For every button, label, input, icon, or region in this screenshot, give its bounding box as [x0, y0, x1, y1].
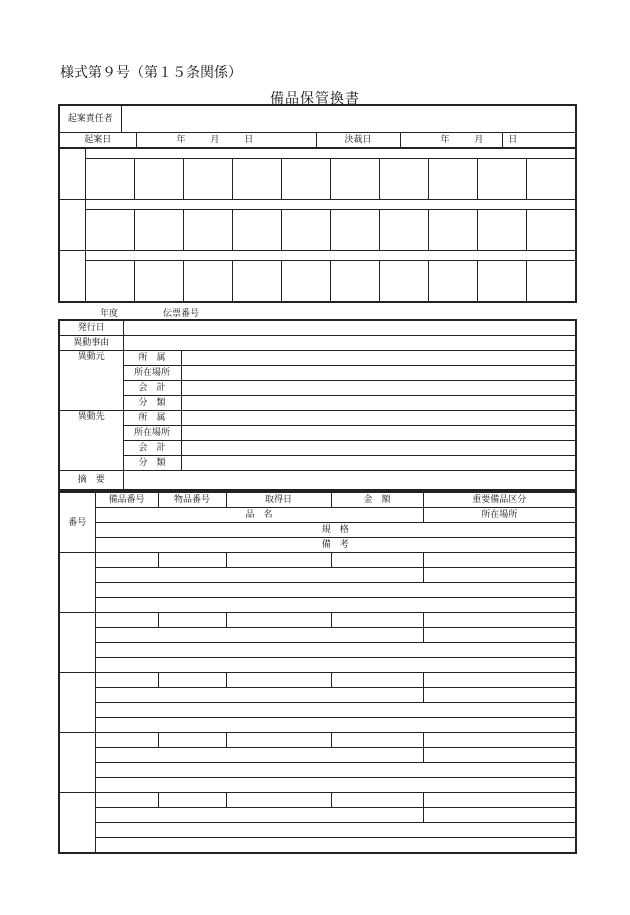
item-important-class-cell[interactable] — [423, 733, 576, 748]
item-spec-cell[interactable] — [95, 583, 576, 598]
item-name-cell[interactable] — [95, 748, 423, 763]
stamp-cell[interactable] — [232, 210, 281, 251]
col-header-amount: 金 額 — [331, 492, 423, 508]
responsible-field[interactable] — [121, 105, 576, 133]
dest-location-field[interactable] — [181, 426, 576, 441]
stamp-cell[interactable] — [183, 261, 232, 303]
voucher-number-label: 伝票番号 — [163, 309, 200, 319]
item-remarks-cell[interactable] — [95, 838, 576, 854]
stamp-title-row-1[interactable] — [85, 148, 576, 159]
stamp-cell[interactable] — [428, 210, 477, 251]
stamp-cell[interactable] — [330, 159, 379, 200]
item-asset-no-cell[interactable] — [95, 673, 158, 688]
item-item-no-cell[interactable] — [158, 673, 226, 688]
stamp-cell[interactable] — [477, 159, 526, 200]
item-item-no-cell[interactable] — [158, 613, 226, 628]
stamp-cell[interactable] — [428, 159, 477, 200]
item-amount-cell[interactable] — [331, 613, 423, 628]
spec-header: 規 格 — [95, 523, 576, 538]
draft-date-label: 起案日 — [59, 133, 136, 149]
item-number-cell[interactable] — [59, 553, 95, 613]
origin-location-field[interactable] — [181, 366, 576, 381]
item-amount-cell[interactable] — [331, 793, 423, 808]
item-acquired-cell[interactable] — [226, 673, 331, 688]
origin-account-field[interactable] — [181, 381, 576, 396]
stamp-group-label-2 — [59, 200, 85, 251]
item-remarks-cell[interactable] — [95, 718, 576, 733]
document-title: 備品保管換書 — [270, 91, 360, 107]
origin-location-label: 所在場所 — [123, 366, 181, 381]
origin-category-field[interactable] — [181, 396, 576, 411]
stamp-cell[interactable] — [134, 261, 183, 303]
item-location-cell[interactable] — [423, 568, 576, 583]
stamp-cell[interactable] — [379, 261, 428, 303]
stamp-cell[interactable] — [281, 159, 330, 200]
item-number-cell[interactable] — [59, 793, 95, 854]
stamp-cell[interactable] — [134, 159, 183, 200]
stamp-cell[interactable] — [183, 210, 232, 251]
col-header-asset-no: 備品番号 — [95, 492, 158, 508]
stamp-title-row-3[interactable] — [85, 251, 576, 261]
item-number-cell[interactable] — [59, 613, 95, 673]
stamp-cell[interactable] — [526, 159, 576, 200]
form-number: 様式第９号（第１５条関係） — [60, 65, 242, 81]
item-remarks-cell[interactable] — [95, 598, 576, 613]
origin-account-label: 会 計 — [123, 381, 181, 396]
issue-date-label: 発行日 — [59, 320, 123, 336]
decision-month-unit: 月 — [474, 135, 484, 145]
decision-date-label: 決裁日 — [316, 133, 400, 149]
remarks-header: 備 考 — [95, 538, 576, 553]
fiscal-year-label: 年度 — [100, 309, 119, 319]
item-number-cell[interactable] — [59, 733, 95, 793]
summary-label: 摘 要 — [59, 471, 123, 491]
item-acquired-cell[interactable] — [226, 733, 331, 748]
voucher-table — [58, 319, 577, 491]
item-location-cell[interactable] — [423, 628, 576, 643]
item-asset-no-cell[interactable] — [95, 733, 158, 748]
item-location-cell[interactable] — [423, 748, 576, 763]
item-spec-cell[interactable] — [95, 703, 576, 718]
item-item-no-cell[interactable] — [158, 553, 226, 568]
reason-field[interactable] — [123, 336, 576, 351]
item-acquired-cell[interactable] — [226, 613, 331, 628]
stamp-cell[interactable] — [330, 261, 379, 303]
stamp-cell[interactable] — [85, 261, 134, 303]
dest-affiliation-label: 所 属 — [123, 411, 181, 426]
item-location-cell[interactable] — [423, 688, 576, 703]
item-name-cell[interactable] — [95, 568, 423, 583]
approval-table — [58, 104, 577, 149]
dest-category-label: 分 類 — [123, 456, 181, 471]
item-amount-cell[interactable] — [331, 733, 423, 748]
dest-account-field[interactable] — [181, 441, 576, 456]
item-number-cell[interactable] — [59, 673, 95, 733]
item-asset-no-cell[interactable] — [95, 793, 158, 808]
draft-day-unit: 日 — [244, 135, 254, 145]
stamp-cell[interactable] — [477, 261, 526, 303]
decision-day-unit: 日 — [508, 135, 518, 145]
stamp-cell[interactable] — [526, 261, 576, 303]
number-header: 番号 — [59, 492, 95, 553]
stamp-group-label-1 — [59, 148, 85, 200]
origin-label: 異動元 — [59, 351, 123, 411]
decision-year-unit: 年 — [440, 135, 450, 145]
origin-affiliation-label: 所 属 — [123, 351, 181, 366]
dest-label: 異動先 — [59, 411, 123, 471]
reason-label: 異動事由 — [59, 336, 123, 351]
stamp-cell[interactable] — [134, 210, 183, 251]
item-asset-no-cell[interactable] — [95, 613, 158, 628]
decision-date-field[interactable] — [400, 133, 518, 149]
item-acquired-cell[interactable] — [226, 793, 331, 808]
dest-location-label: 所在場所 — [123, 426, 181, 441]
item-important-class-cell[interactable] — [423, 673, 576, 688]
stamp-grid — [58, 147, 577, 303]
stamp-cell[interactable] — [526, 210, 576, 251]
stamp-cell[interactable] — [330, 210, 379, 251]
draft-month-unit: 月 — [210, 135, 220, 145]
name-header: 品 名 — [95, 508, 423, 523]
stamp-cell[interactable] — [85, 210, 134, 251]
stamp-cell[interactable] — [379, 210, 428, 251]
item-important-class-cell[interactable] — [423, 553, 576, 568]
origin-affiliation-field[interactable] — [181, 351, 576, 366]
item-amount-cell[interactable] — [331, 673, 423, 688]
stamp-cell[interactable] — [477, 210, 526, 251]
item-amount-cell[interactable] — [331, 553, 423, 568]
item-spec-cell[interactable] — [95, 643, 576, 658]
stamp-cell[interactable] — [183, 159, 232, 200]
stamp-title-row-2[interactable] — [85, 200, 576, 210]
item-item-no-cell[interactable] — [158, 733, 226, 748]
stamp-cell[interactable] — [281, 261, 330, 303]
dest-account-label: 会 計 — [123, 441, 181, 456]
item-spec-cell[interactable] — [95, 763, 576, 778]
stamp-cell[interactable] — [232, 159, 281, 200]
stamp-cell[interactable] — [379, 159, 428, 200]
item-name-cell[interactable] — [95, 688, 423, 703]
dest-affiliation-field[interactable] — [181, 411, 576, 426]
item-name-cell[interactable] — [95, 628, 423, 643]
col-header-item-no: 物品番号 — [158, 492, 226, 508]
item-name-cell[interactable] — [95, 808, 423, 823]
dest-category-field[interactable] — [181, 456, 576, 471]
item-important-class-cell[interactable] — [423, 613, 576, 628]
items-table — [58, 491, 577, 854]
item-asset-no-cell[interactable] — [95, 553, 158, 568]
location-header: 所在場所 — [423, 508, 576, 523]
origin-category-label: 分 類 — [123, 396, 181, 411]
col-header-acquired: 取得日 — [226, 492, 331, 508]
item-item-no-cell[interactable] — [158, 793, 226, 808]
col-header-important-class: 重要備品区分 — [423, 492, 576, 508]
issue-date-field[interactable] — [123, 320, 576, 336]
draft-year-unit: 年 — [176, 135, 186, 145]
stamp-cell[interactable] — [232, 261, 281, 303]
item-important-class-cell[interactable] — [423, 793, 576, 808]
item-remarks-cell[interactable] — [95, 778, 576, 793]
item-remarks-cell[interactable] — [95, 658, 576, 673]
draft-date-field[interactable] — [136, 133, 316, 149]
item-spec-cell[interactable] — [95, 823, 576, 838]
stamp-group-label-3 — [59, 251, 85, 303]
stamp-cell[interactable] — [281, 210, 330, 251]
summary-field[interactable] — [123, 471, 576, 491]
responsible-label: 起案責任者 — [59, 105, 121, 133]
item-location-cell[interactable] — [423, 808, 576, 823]
stamp-cell[interactable] — [85, 159, 134, 200]
stamp-cell[interactable] — [428, 261, 477, 303]
item-acquired-cell[interactable] — [226, 553, 331, 568]
